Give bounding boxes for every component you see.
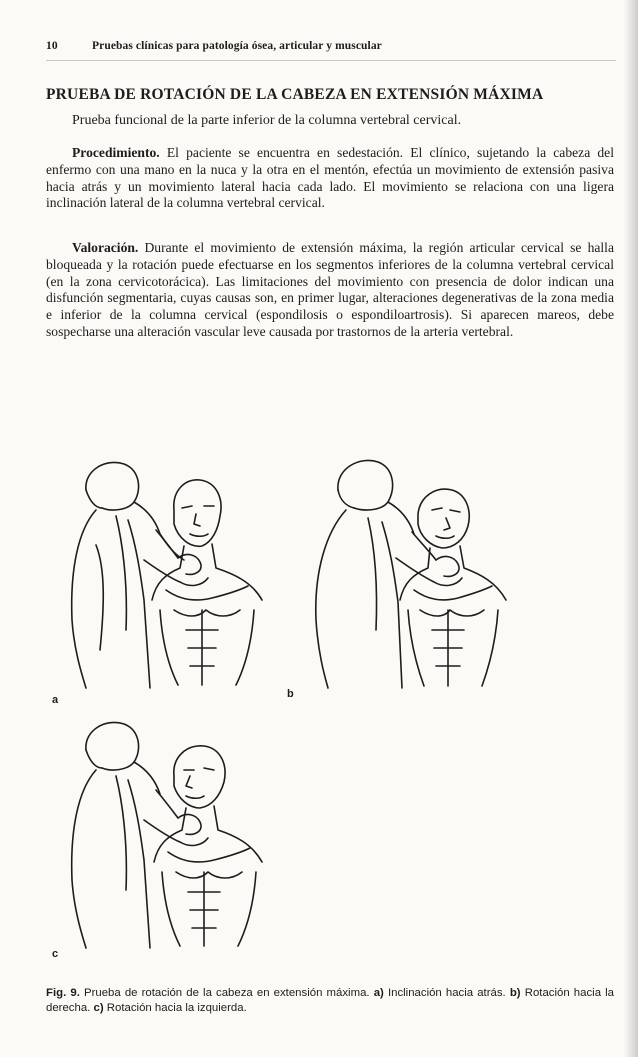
figure-caption bbox=[46, 986, 614, 1016]
paragraph-procedure bbox=[46, 145, 614, 212]
paragraph-lead: Valoración. bbox=[72, 240, 139, 255]
panel-label-a: a bbox=[52, 694, 59, 706]
book-title: Pruebas clínicas para patología ósea, articular y muscular bbox=[92, 40, 382, 52]
section-subtitle: Prueba funcional de la parte inferior de la columna vertebral cervical. bbox=[72, 113, 462, 128]
caption-item-b: Rotación hacia la derecha. bbox=[46, 987, 615, 1014]
caption-item-c: Rotación hacia la izquierda. bbox=[103, 1002, 247, 1014]
panel-label-c: c bbox=[52, 948, 59, 960]
caption-label: Fig. 9. bbox=[46, 987, 80, 999]
caption-text: Prueba de rotación de la cabeza en extensión máxima. bbox=[79, 987, 374, 999]
running-head bbox=[46, 40, 606, 52]
figure-panel-c-illustration bbox=[56, 710, 296, 950]
figure-panel-a-illustration bbox=[56, 450, 296, 690]
header-rule bbox=[46, 60, 616, 61]
paragraph-text: Durante el movimiento de extensión máxima, la región articular cervical se halla bloqueada y la rotación puede efectuarse en los segmentos inferiores de la columna vertebral cervical (en la zona cervicotorácica). Las limitaciones del movimiento con presencia de dolor indican una disfunción segmentaria, cuyas causas son, en primer lugar, alteraciones degenerativas de la zona media e inferior de la columna cervical (espondilosis o espondiloartrosis). Si aparecen mareos, debe sospecharse una alteración vascular leve causada por trastornos de la arteria vertebral. bbox=[46, 240, 614, 339]
paragraph-text: El paciente se encuentra en sedestación. El clínico, sujetando la cabeza del enfermo con una mano en la nuca y la otra en el mentón, efectúa un movimiento de extensión pasiva hacia atrás y un movimiento lateral hacia cada lado. El movimiento se relaciona con una ligera inclinación lateral de la columna vertebral cervical. bbox=[46, 145, 614, 211]
paragraph-lead: Procedimiento. bbox=[72, 145, 160, 160]
page-edge-shadow bbox=[624, 0, 638, 1057]
caption-item-a: Inclinación hacia atrás. bbox=[383, 987, 510, 999]
paragraph-assessment bbox=[46, 240, 614, 341]
caption-key-a: a) bbox=[373, 987, 384, 999]
caption-key-c: c) bbox=[93, 1002, 104, 1014]
section-title: PRUEBA DE ROTACIÓN DE LA CABEZA EN EXTENSIÓN MÁXIMA bbox=[46, 86, 544, 103]
figure-panel-b-illustration bbox=[290, 448, 540, 690]
panel-label-b: b bbox=[287, 688, 294, 700]
caption-key-b: b) bbox=[509, 987, 521, 999]
page-number: 10 bbox=[46, 40, 58, 52]
